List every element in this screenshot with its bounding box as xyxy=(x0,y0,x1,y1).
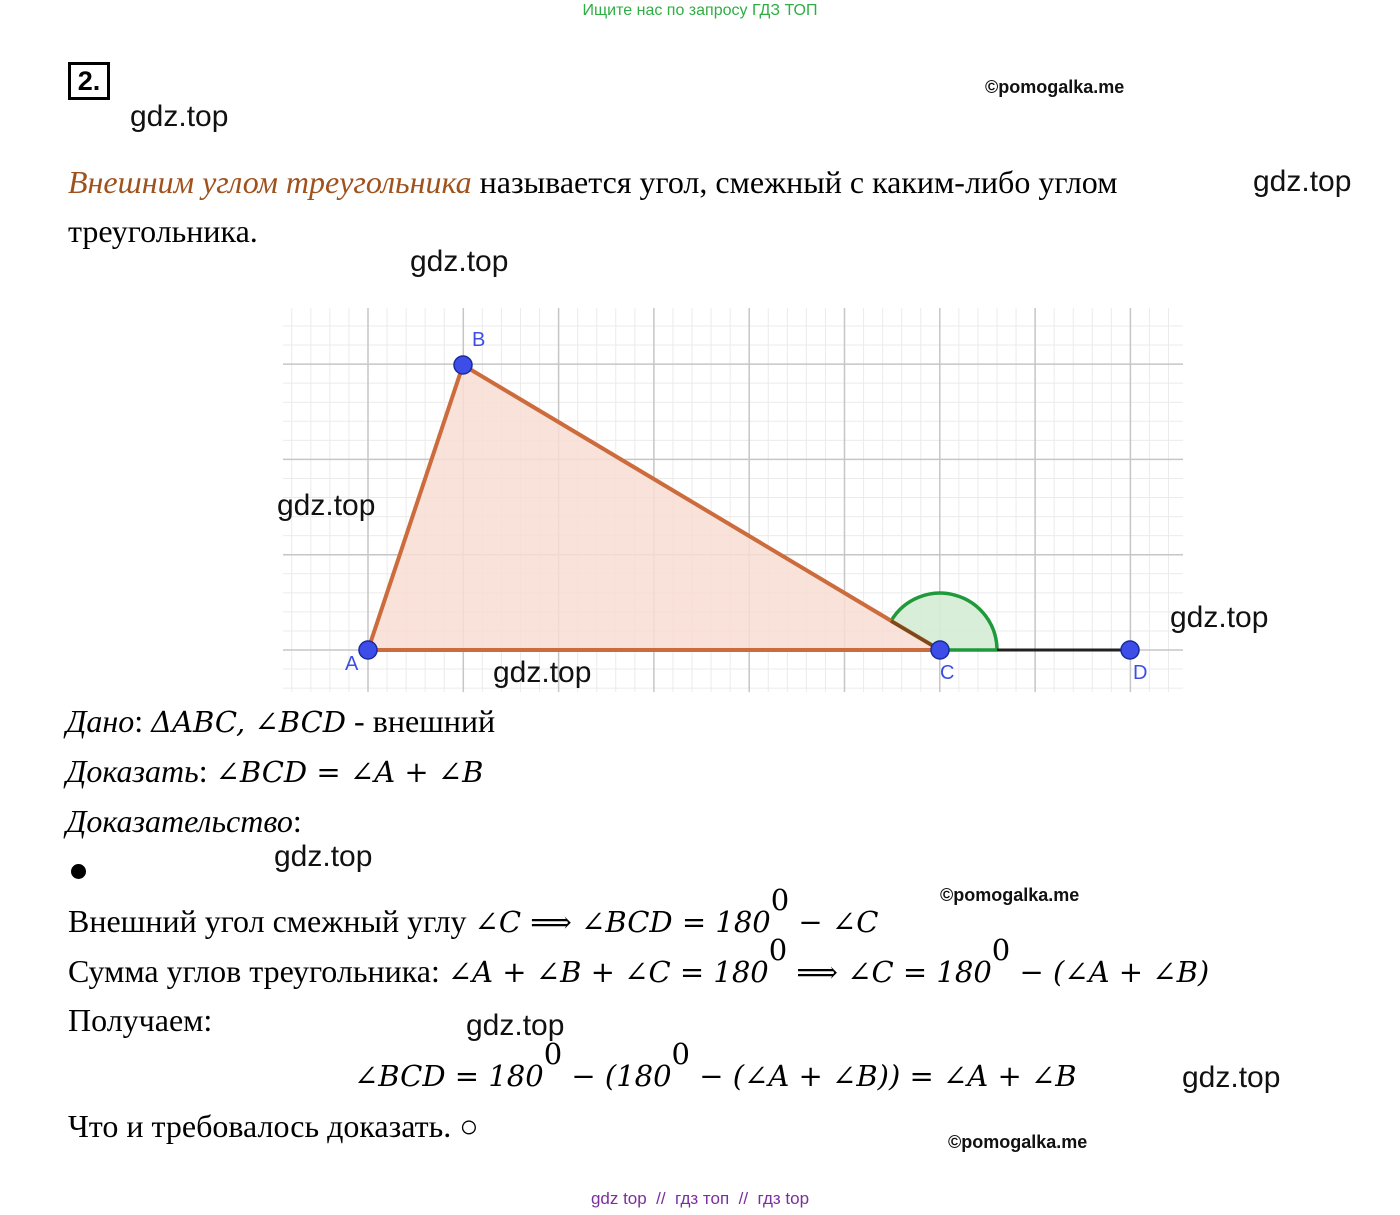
proof-step-4 xyxy=(354,1037,1077,1094)
given-math: ΔABC, ∠BCD xyxy=(151,705,347,739)
step-2-degree-1: 0 xyxy=(768,933,788,967)
footer-separator: // xyxy=(646,1189,676,1208)
proof-line xyxy=(66,803,302,840)
point-a xyxy=(359,641,377,659)
watermark-pomogalka: ©pomogalka.me xyxy=(948,1132,1088,1152)
watermark-gdz: gdz.top xyxy=(1253,165,1352,198)
prove-label: Доказать xyxy=(66,753,199,789)
label-b: B xyxy=(472,329,486,351)
bullet-point xyxy=(71,864,86,879)
step-2-math-a: ∠A + ∠B + ∠C = 180 xyxy=(447,954,769,989)
proof-step-3: Получаем: xyxy=(68,1002,213,1038)
footer-link-gdz-top-mixed[interactable]: гдз top xyxy=(757,1189,810,1208)
step-2-math-b: ⟹ ∠C = 180 xyxy=(787,954,992,989)
watermark-gdz: gdz.top xyxy=(410,245,509,278)
proof-colon: : xyxy=(292,803,302,839)
watermark-gdz: gdz.top xyxy=(1182,1061,1281,1094)
definition-rest: называется угол, смежный с каким-либо углом xyxy=(471,164,1118,200)
search-hint: Ищите нас по запросу ГДЗ ТОП xyxy=(582,2,818,19)
definition-term: Внешним углом треугольника xyxy=(68,164,472,200)
watermark-gdz: gdz.top xyxy=(277,489,376,522)
definition-line-2: треугольника. xyxy=(68,213,258,249)
step-1-text: Внешний угол смежный углу xyxy=(68,902,475,939)
label-c: C xyxy=(940,662,955,684)
point-c xyxy=(931,641,949,659)
watermark-gdz: gdz.top xyxy=(274,840,373,873)
step-1-degree: 0 xyxy=(770,883,790,917)
conclusion: Что и требовалось доказать. ○ xyxy=(68,1108,479,1144)
step-2-degree-2: 0 xyxy=(991,933,1011,967)
watermark-gdz: gdz.top xyxy=(493,656,592,689)
watermark-gdz: gdz.top xyxy=(130,100,229,133)
proof-step-2 xyxy=(68,933,1210,990)
step-2-text: Сумма углов треугольника: xyxy=(68,952,448,989)
step-4-math-a: ∠BCD = 180 xyxy=(354,1058,544,1093)
step-4-math-c: − (∠A + ∠B)) = ∠A + ∠B xyxy=(690,1058,1077,1093)
footer-separator: // xyxy=(729,1189,758,1208)
label-a: A xyxy=(345,653,359,675)
proof-label: Доказательство xyxy=(66,803,293,839)
footer-link-gdz-top-ru[interactable]: гдз топ xyxy=(675,1189,730,1208)
label-d: D xyxy=(1133,662,1148,684)
step-4-degree-1: 0 xyxy=(543,1037,563,1071)
point-b xyxy=(454,356,472,374)
step-1-math-b: − ∠C xyxy=(789,904,879,939)
task-number: 2. xyxy=(68,62,110,100)
step-1-math-a: ∠C ⟹ ∠BCD = 180 xyxy=(474,904,771,939)
prove-colon: : xyxy=(198,753,216,789)
prove-math: ∠BCD = ∠A + ∠B xyxy=(215,755,484,789)
footer-links xyxy=(0,1189,1400,1209)
step-4-math-b: − (180 xyxy=(562,1058,672,1093)
step-4-degree-2: 0 xyxy=(671,1037,690,1071)
watermark-gdz: gdz.top xyxy=(1170,601,1269,634)
step-2-math-c: − (∠A + ∠B) xyxy=(1010,954,1210,989)
proof-step-1 xyxy=(68,883,879,940)
watermark-pomogalka: ©pomogalka.me xyxy=(940,885,1080,905)
watermark-pomogalka: ©pomogalka.me xyxy=(985,77,1125,97)
given-rest: - внешний xyxy=(346,703,496,739)
watermark-gdz: gdz.top xyxy=(466,1009,565,1042)
prove-line xyxy=(66,753,484,790)
footer-link-gdz-top[interactable]: gdz top xyxy=(590,1189,647,1208)
given-label: Дано xyxy=(66,703,135,739)
given-colon: : xyxy=(134,703,152,739)
point-d xyxy=(1121,641,1139,659)
given-line xyxy=(66,703,495,740)
